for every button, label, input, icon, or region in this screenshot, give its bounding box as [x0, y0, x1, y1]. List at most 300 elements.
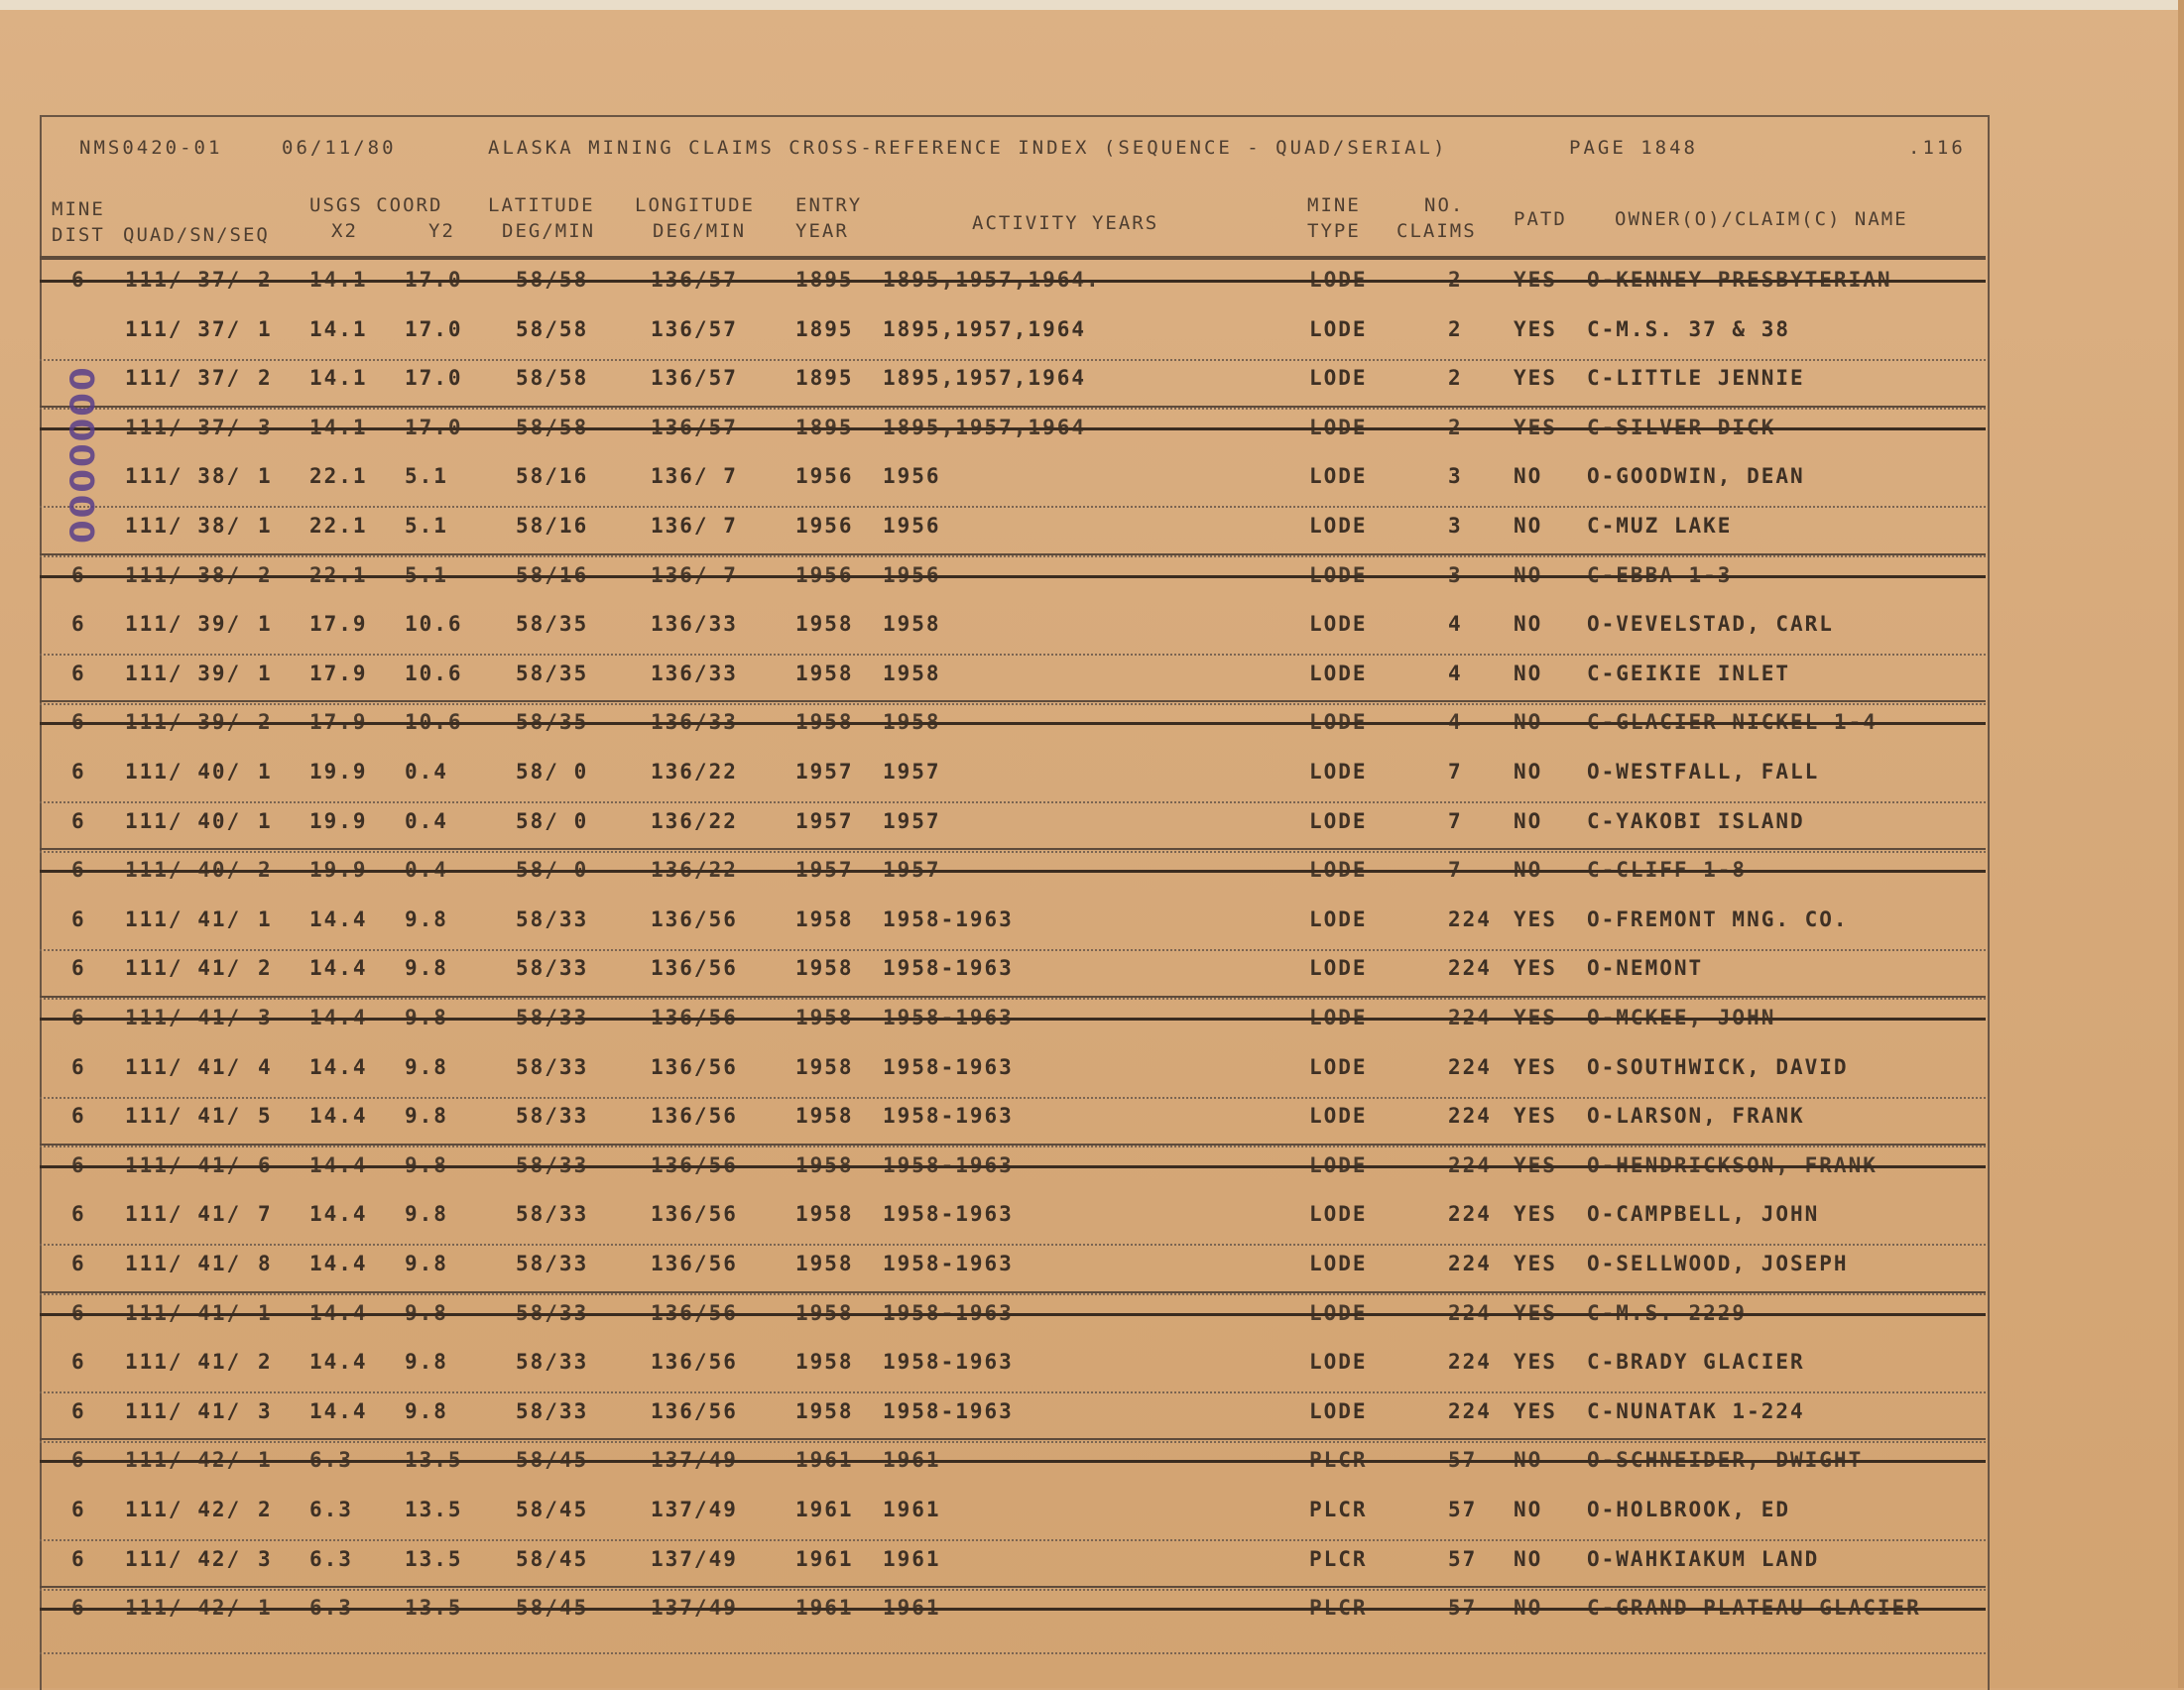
cell-lon: 136/56	[651, 1104, 738, 1129]
cell-dist: 6	[71, 808, 86, 833]
cell-name: O-VEVELSTAD, CARL	[1587, 612, 1834, 637]
cell-entry: 1958	[795, 956, 854, 981]
cell-type: LODE	[1309, 858, 1368, 883]
cell-lon: 136/33	[651, 710, 738, 735]
cell-claims: 2	[1448, 366, 1463, 391]
col-patd: PATD	[1514, 208, 1567, 230]
cell-type: LODE	[1309, 268, 1368, 292]
cell-x2: 22.1	[309, 514, 368, 538]
report-date: 06/11/80	[282, 137, 397, 159]
cell-lon: 136/56	[651, 1350, 738, 1375]
cell-lon: 136/57	[651, 415, 738, 439]
cell-x2: 14.1	[309, 268, 368, 292]
cell-quad: 111/ 41/	[125, 1006, 242, 1029]
cell-activity: 1958-1963	[883, 1104, 1014, 1129]
cell-dist: 6	[71, 1152, 86, 1177]
table-row	[40, 948, 1986, 1000]
cell-lon: 136/56	[651, 956, 738, 981]
cell-y2: 9.8	[405, 1300, 448, 1325]
cell-lat: 58/33	[516, 956, 589, 981]
cell-activity: 1895,1957,1964	[883, 415, 1087, 439]
cell-lat: 58/16	[516, 562, 589, 587]
cell-claims: 224	[1448, 1398, 1492, 1423]
cell-type: LODE	[1309, 612, 1368, 637]
cell-entry: 1958	[795, 1104, 854, 1129]
cell-dist: 6	[71, 710, 86, 735]
cell-patd: NO	[1514, 858, 1543, 883]
table-row	[40, 1342, 1986, 1393]
cell-seq: 1	[258, 906, 273, 931]
table-row	[40, 604, 1986, 656]
cell-entry: 1956	[795, 562, 854, 587]
cell-x2: 6.3	[309, 1448, 353, 1473]
cell-activity: 1958-1963	[883, 1398, 1014, 1423]
cell-name: C-EBBA 1-3	[1587, 562, 1733, 587]
cell-patd: NO	[1514, 710, 1543, 735]
sheet-number: .116	[1908, 137, 1966, 159]
table-row	[40, 309, 1986, 361]
cell-y2: 9.8	[405, 956, 448, 981]
cell-lat: 58/35	[516, 661, 589, 685]
cell-name: C-YAKOBI ISLAND	[1587, 808, 1805, 833]
cell-name: O-SCHNEIDER, DWIGHT	[1587, 1448, 1864, 1473]
cell-lon: 136/56	[651, 1202, 738, 1227]
col-mine-dist: MINE DIST	[52, 198, 105, 246]
cell-quad: 111/ 40/	[125, 760, 242, 784]
cell-claims: 4	[1448, 612, 1463, 637]
cell-activity: 1957	[883, 808, 941, 833]
cell-patd: YES	[1514, 1152, 1557, 1177]
cell-lat: 58/58	[516, 268, 589, 292]
cell-name: O-WESTFALL, FALL	[1587, 760, 1820, 784]
cell-quad: 111/ 38/	[125, 562, 242, 587]
cell-seq: 5	[258, 1104, 273, 1129]
table-row	[40, 358, 1986, 410]
cell-x2: 14.4	[309, 906, 368, 931]
cell-quad: 111/ 41/	[125, 906, 242, 931]
cell-claims: 57	[1448, 1498, 1478, 1521]
cell-claims: 224	[1448, 1350, 1492, 1375]
cell-patd: YES	[1514, 415, 1557, 439]
cell-patd: NO	[1514, 1546, 1543, 1571]
cell-lat: 58/33	[516, 1152, 589, 1177]
cell-type: LODE	[1309, 661, 1368, 685]
cell-lat: 58/45	[516, 1448, 589, 1473]
cell-lat: 58/ 0	[516, 858, 589, 883]
table-row	[40, 1194, 1986, 1246]
cell-lat: 58/58	[516, 366, 589, 391]
cell-claims: 57	[1448, 1596, 1478, 1621]
cell-name: C-SILVER DICK	[1587, 415, 1776, 439]
cell-dist: 6	[71, 1350, 86, 1375]
cell-y2: 10.6	[405, 710, 463, 735]
cell-lon: 137/49	[651, 1448, 738, 1473]
cell-dist: 6	[71, 1596, 86, 1621]
cell-name: O-WAHKIAKUM LAND	[1587, 1546, 1820, 1571]
cell-lat: 58/33	[516, 1350, 589, 1375]
cell-lat: 58/45	[516, 1546, 589, 1571]
cell-activity: 1956	[883, 562, 941, 587]
cell-activity: 1957	[883, 858, 941, 883]
cell-claims: 2	[1448, 316, 1463, 341]
col-latitude: LATITUDE DEG/MIN	[488, 194, 596, 242]
cell-y2: 9.8	[405, 1104, 448, 1129]
cell-lat: 58/33	[516, 906, 589, 931]
cell-type: LODE	[1309, 1104, 1368, 1129]
cell-name: C-GLACIER NICKEL 1-4	[1587, 710, 1878, 735]
cell-dist: 6	[71, 1006, 86, 1029]
cell-lon: 136/56	[651, 1300, 738, 1325]
cell-quad: 111/ 38/	[125, 514, 242, 538]
table-row	[40, 1490, 1986, 1541]
cell-name: O-HOLBROOK, ED	[1587, 1498, 1791, 1521]
cell-claims: 7	[1448, 760, 1463, 784]
cell-lat: 58/33	[516, 1006, 589, 1029]
table-row	[40, 900, 1986, 951]
cell-patd: YES	[1514, 366, 1557, 391]
cell-lat: 58/16	[516, 464, 589, 489]
cell-type: LODE	[1309, 1300, 1368, 1325]
cell-name: C-BRADY GLACIER	[1587, 1350, 1805, 1375]
cell-claims: 224	[1448, 1300, 1492, 1325]
cell-type: LODE	[1309, 1398, 1368, 1423]
cell-claims: 57	[1448, 1448, 1478, 1473]
cell-claims: 224	[1448, 1054, 1492, 1079]
cell-activity: 1957	[883, 760, 941, 784]
cell-y2: 17.0	[405, 316, 463, 341]
table-row-struck	[40, 850, 1986, 900]
cell-activity: 1958-1963	[883, 1152, 1014, 1177]
cell-type: LODE	[1309, 906, 1368, 931]
cell-activity: 1958	[883, 612, 941, 637]
cell-seq: 2	[258, 1350, 273, 1375]
cell-dist: 6	[71, 1104, 86, 1129]
cell-activity: 1895,1957,1964	[883, 366, 1087, 391]
cell-seq: 1	[258, 464, 273, 489]
cell-entry: 1895	[795, 316, 854, 341]
cell-quad: 111/ 38/	[125, 464, 242, 489]
cell-quad: 111/ 41/	[125, 1252, 242, 1275]
cell-activity: 1958	[883, 661, 941, 685]
cell-quad: 111/ 41/	[125, 1300, 242, 1325]
cell-patd: NO	[1514, 808, 1543, 833]
cell-seq: 1	[258, 808, 273, 833]
cell-x2: 14.4	[309, 1202, 368, 1227]
cell-quad: 111/ 41/	[125, 1054, 242, 1079]
cell-x2: 22.1	[309, 464, 368, 489]
cell-y2: 10.6	[405, 661, 463, 685]
table-row	[40, 1391, 1986, 1443]
cell-type: PLCR	[1309, 1498, 1368, 1521]
cell-x2: 6.3	[309, 1498, 353, 1521]
cell-lat: 58/33	[516, 1054, 589, 1079]
cell-dist: 6	[71, 1498, 86, 1521]
cell-quad: 111/ 37/	[125, 366, 242, 391]
cell-name: O-SOUTHWICK, DAVID	[1587, 1054, 1849, 1079]
col-quad: QUAD/SN/SEQ	[123, 224, 270, 246]
cell-type: LODE	[1309, 366, 1368, 391]
cell-name: C-NUNATAK 1-224	[1587, 1398, 1805, 1423]
cell-entry: 1958	[795, 1054, 854, 1079]
cell-lat: 58/58	[516, 316, 589, 341]
cell-dist: 6	[71, 760, 86, 784]
cell-patd: NO	[1514, 661, 1543, 685]
cell-quad: 111/ 42/	[125, 1498, 242, 1521]
cell-quad: 111/ 39/	[125, 612, 242, 637]
col-longitude: LONGITUDE DEG/MIN	[635, 194, 755, 242]
cell-activity: 1958-1963	[883, 956, 1014, 981]
cell-lon: 136/57	[651, 316, 738, 341]
table-row	[40, 1244, 1986, 1295]
cell-dist: 6	[71, 858, 86, 883]
cell-y2: 0.4	[405, 808, 448, 833]
cell-y2: 13.5	[405, 1448, 463, 1473]
cell-type: LODE	[1309, 316, 1368, 341]
cell-lon: 136/57	[651, 366, 738, 391]
cell-entry: 1958	[795, 1152, 854, 1177]
cell-name: C-GRAND PLATEAU GLACIER	[1587, 1596, 1921, 1621]
cell-patd: YES	[1514, 1252, 1557, 1275]
cell-lat: 58/ 0	[516, 808, 589, 833]
cell-entry: 1895	[795, 366, 854, 391]
cell-seq: 7	[258, 1202, 273, 1227]
cell-lat: 58/33	[516, 1202, 589, 1227]
table-row-struck	[40, 260, 1986, 309]
cell-y2: 9.8	[405, 1398, 448, 1423]
cell-y2: 5.1	[405, 514, 448, 538]
cell-seq: 8	[258, 1252, 273, 1275]
cell-lon: 137/49	[651, 1596, 738, 1621]
cell-x2: 14.1	[309, 316, 368, 341]
cell-entry: 1958	[795, 710, 854, 735]
page-number: PAGE 1848	[1569, 137, 1698, 159]
cell-quad: 111/ 37/	[125, 415, 242, 439]
table-row	[40, 1096, 1986, 1147]
cell-y2: 9.8	[405, 1252, 448, 1275]
cell-x2: 14.4	[309, 1152, 368, 1177]
cell-entry: 1961	[795, 1596, 854, 1621]
cell-y2: 9.8	[405, 1006, 448, 1029]
bottom-rule	[40, 1652, 1986, 1654]
cell-seq: 3	[258, 1398, 273, 1423]
cell-entry: 1958	[795, 661, 854, 685]
cell-activity: 1895,1957,1964	[883, 316, 1087, 341]
cell-patd: YES	[1514, 316, 1557, 341]
cell-seq: 1	[258, 760, 273, 784]
cell-y2: 9.8	[405, 1202, 448, 1227]
cell-type: LODE	[1309, 760, 1368, 784]
cell-x2: 6.3	[309, 1546, 353, 1571]
cell-claims: 3	[1448, 514, 1463, 538]
cell-name: C-LITTLE JENNIE	[1587, 366, 1805, 391]
cell-lon: 137/49	[651, 1546, 738, 1571]
cell-y2: 17.0	[405, 268, 463, 292]
cell-dist: 6	[71, 1054, 86, 1079]
cell-lon: 136/33	[651, 661, 738, 685]
cell-x2: 14.4	[309, 1252, 368, 1275]
cell-y2: 17.0	[405, 415, 463, 439]
table-row	[40, 506, 1986, 557]
table-row-struck	[40, 702, 1986, 752]
table-row-struck	[40, 1293, 1986, 1343]
cell-x2: 19.9	[309, 760, 368, 784]
table-row-struck	[40, 998, 1986, 1047]
col-no-claims: NO. CLAIMS	[1396, 194, 1477, 242]
cell-lat: 58/35	[516, 710, 589, 735]
cell-name: C-MUZ LAKE	[1587, 514, 1733, 538]
cell-dist: 6	[71, 906, 86, 931]
cell-quad: 111/ 41/	[125, 1152, 242, 1177]
cell-seq: 1	[258, 316, 273, 341]
cell-patd: YES	[1514, 906, 1557, 931]
cell-quad: 111/ 41/	[125, 1104, 242, 1129]
cell-activity: 1958-1963	[883, 1202, 1014, 1227]
cell-entry: 1956	[795, 514, 854, 538]
cell-name: C-M.S. 2229	[1587, 1300, 1748, 1325]
col-entry-year: ENTRY YEAR	[795, 194, 863, 242]
cell-lat: 58/35	[516, 612, 589, 637]
cell-seq: 1	[258, 661, 273, 685]
cell-activity: 1958-1963	[883, 1006, 1014, 1029]
cell-patd: YES	[1514, 956, 1557, 981]
cell-quad: 111/ 39/	[125, 661, 242, 685]
cell-entry: 1958	[795, 1252, 854, 1275]
cell-lat: 58/33	[516, 1398, 589, 1423]
cell-activity: 1958-1963	[883, 1350, 1014, 1375]
cell-activity: 1958-1963	[883, 1252, 1014, 1275]
cell-quad: 111/ 37/	[125, 268, 242, 292]
table-row	[40, 1539, 1986, 1591]
cell-entry: 1895	[795, 415, 854, 439]
cell-quad: 111/ 37/	[125, 316, 242, 341]
cell-type: LODE	[1309, 1006, 1368, 1029]
cell-patd: NO	[1514, 760, 1543, 784]
table-row	[40, 654, 1986, 705]
cell-activity: 1961	[883, 1498, 941, 1521]
cell-lat: 58/45	[516, 1498, 589, 1521]
cell-x2: 19.9	[309, 858, 368, 883]
cell-type: LODE	[1309, 1202, 1368, 1227]
cell-claims: 3	[1448, 464, 1463, 489]
cell-x2: 14.4	[309, 1054, 368, 1079]
cell-patd: NO	[1514, 562, 1543, 587]
cell-type: LODE	[1309, 1350, 1368, 1375]
cell-entry: 1895	[795, 268, 854, 292]
cell-type: LODE	[1309, 464, 1368, 489]
cell-seq: 2	[258, 562, 273, 587]
cell-type: PLCR	[1309, 1448, 1368, 1473]
cell-lat: 58/33	[516, 1252, 589, 1275]
cell-patd: NO	[1514, 1498, 1543, 1521]
col-owner-claim-name: OWNER(O)/CLAIM(C) NAME	[1615, 208, 1908, 230]
cell-lon: 136/57	[651, 268, 738, 292]
cell-claims: 7	[1448, 808, 1463, 833]
cell-claims: 7	[1448, 858, 1463, 883]
cell-lon: 136/22	[651, 858, 738, 883]
cell-activity: 1961	[883, 1596, 941, 1621]
cell-entry: 1958	[795, 1006, 854, 1029]
cell-seq: 4	[258, 1054, 273, 1079]
cell-claims: 224	[1448, 1006, 1492, 1029]
cell-claims: 224	[1448, 956, 1492, 981]
cell-dist: 6	[71, 956, 86, 981]
cell-y2: 5.1	[405, 464, 448, 489]
cell-activity: 1958	[883, 710, 941, 735]
cell-lon: 136/33	[651, 612, 738, 637]
cell-type: LODE	[1309, 710, 1368, 735]
cell-name: C-CLIFF 1-8	[1587, 858, 1748, 883]
cell-quad: 111/ 41/	[125, 1202, 242, 1227]
cell-dist: 6	[71, 1448, 86, 1473]
cell-dist: 6	[71, 268, 86, 292]
cell-entry: 1961	[795, 1448, 854, 1473]
cell-entry: 1961	[795, 1546, 854, 1571]
cell-patd: YES	[1514, 1054, 1557, 1079]
cell-type: PLCR	[1309, 1596, 1368, 1621]
cell-y2: 9.8	[405, 1152, 448, 1177]
cell-lon: 136/22	[651, 808, 738, 833]
cell-lat: 58/33	[516, 1104, 589, 1129]
cell-x2: 14.4	[309, 956, 368, 981]
cell-lon: 136/56	[651, 1152, 738, 1177]
cell-claims: 224	[1448, 1202, 1492, 1227]
cell-lon: 136/56	[651, 1398, 738, 1423]
cell-name: O-KENNEY PRESBYTERIAN	[1587, 268, 1892, 292]
cell-type: LODE	[1309, 956, 1368, 981]
cell-x2: 14.1	[309, 366, 368, 391]
table-row-struck	[40, 1146, 1986, 1195]
cell-patd: YES	[1514, 268, 1557, 292]
cell-y2: 13.5	[405, 1498, 463, 1521]
paper-right-edge	[2178, 0, 2184, 1688]
cell-lon: 136/ 7	[651, 562, 738, 587]
cell-dist: 6	[71, 562, 86, 587]
cell-seq: 1	[258, 612, 273, 637]
cell-type: LODE	[1309, 808, 1368, 833]
cell-dist: 6	[71, 1202, 86, 1227]
cell-y2: 9.8	[405, 1350, 448, 1375]
cell-claims: 224	[1448, 1104, 1492, 1129]
table-row	[40, 752, 1986, 803]
report-title: ALASKA MINING CLAIMS CROSS-REFERENCE INDEX (SEQUENCE - QUAD/SERIAL)	[488, 137, 1448, 159]
report-id: NMS0420-01	[79, 137, 223, 159]
cell-claims: 57	[1448, 1546, 1478, 1571]
cell-seq: 6	[258, 1152, 273, 1177]
cell-y2: 13.5	[405, 1546, 463, 1571]
cell-name: O-NEMONT	[1587, 956, 1704, 981]
cell-dist: 6	[71, 1300, 86, 1325]
cell-y2: 13.5	[405, 1596, 463, 1621]
cell-type: LODE	[1309, 562, 1368, 587]
cell-seq: 2	[258, 710, 273, 735]
cell-seq: 1	[258, 1596, 273, 1621]
handwritten-stamp-mark: 0000000	[63, 365, 103, 543]
col-x2: X2	[331, 220, 358, 242]
cell-lon: 137/49	[651, 1498, 738, 1521]
cell-quad: 111/ 42/	[125, 1596, 242, 1621]
cell-type: LODE	[1309, 1054, 1368, 1079]
cell-patd: YES	[1514, 1350, 1557, 1375]
cell-seq: 3	[258, 1546, 273, 1571]
cell-quad: 111/ 41/	[125, 956, 242, 981]
cell-dist: 6	[71, 612, 86, 637]
cell-name: O-MCKEE, JOHN	[1587, 1006, 1776, 1029]
cell-claims: 3	[1448, 562, 1463, 587]
cell-lat: 58/ 0	[516, 760, 589, 784]
table-row-struck	[40, 1588, 1986, 1637]
cell-x2: 14.1	[309, 415, 368, 439]
cell-activity: 1956	[883, 464, 941, 489]
